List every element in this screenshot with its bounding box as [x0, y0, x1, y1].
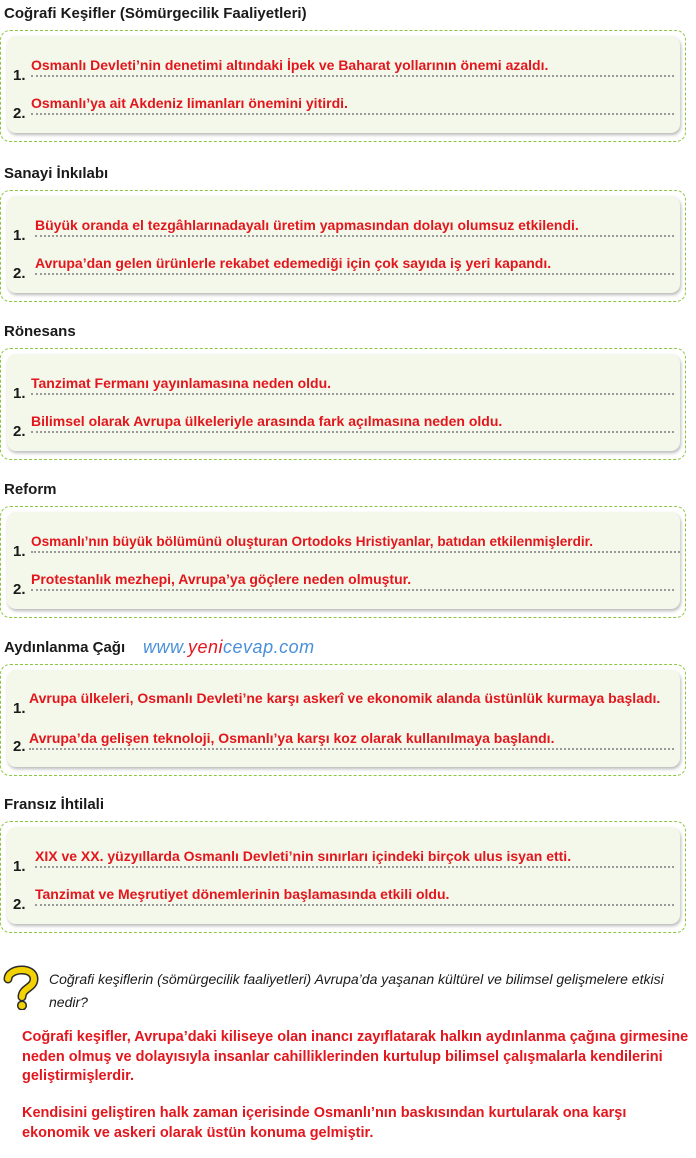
item-number: 2. [13, 265, 26, 282]
item-number: 2. [13, 581, 26, 598]
item-answer: Tanzimat ve Meşrutiyet dönemlerinin başlamasında etkili oldu. [35, 886, 674, 906]
list-item [7, 95, 680, 125]
section-title: Fransız İhtilali [4, 796, 105, 813]
section-box [0, 664, 686, 776]
answer-panel [7, 354, 680, 451]
section-title: Coğrafi Keşifler (Sömürgecilik Faaliyetleri) [4, 5, 307, 22]
list-item [7, 690, 680, 730]
item-number: 1. [13, 227, 26, 244]
item-answer: Osmanlı’ya ait Akdeniz limanları önemini yitirdi. [31, 95, 674, 115]
site-watermark: www.yenicevap.com [143, 637, 315, 657]
answer-panel [7, 670, 680, 767]
list-item [7, 255, 680, 285]
list-item [7, 413, 680, 443]
item-answer: Bilimsel olarak Avrupa ülkeleriyle arasında fark açılmasına neden oldu. [31, 413, 674, 433]
item-answer: Tanzimat Fermanı yayınlamasına neden oldu. [31, 375, 674, 395]
answer-paragraph: Kendisini geliştiren halk zaman içerisinde Osmanlı’nın baskısından kurtularak ona karşı ekonomik ve askeri olarak üstün konuma gelmiştir. [22, 1105, 627, 1141]
item-number: 2. [13, 105, 26, 122]
section-box [0, 821, 686, 933]
section-title: Reform [4, 481, 57, 498]
section-title: Rönesans [4, 323, 76, 340]
item-number: 2. [13, 423, 26, 440]
answer-panel [7, 36, 680, 133]
section-box [0, 348, 686, 460]
item-answer: Avrupa’da gelişen teknoloji, Osmanlı’ya karşı koz olarak kullanılmaya başlandı. [29, 730, 674, 750]
item-answer: Osmanlı’nın büyük bölümünü oluşturan Ortodoks Hristiyanlar, batıdan etkilenmişlerdir. [31, 533, 680, 553]
list-item [7, 571, 680, 601]
item-answer: Büyük oranda el tezgâhlarınadayalı üretim yapmasından dolayı olumsuz etkilendi. [35, 217, 674, 237]
item-number: 1. [13, 858, 26, 875]
item-answer: Osmanlı Devleti’nin denetimi altındaki İpek ve Baharat yollarının önemi azaldı. [31, 57, 674, 77]
section-title: Aydınlanma Çağı [4, 639, 126, 656]
answer-paragraph: Coğrafi keşifler, Avrupa’daki kiliseye olan inancı zayıflatarak halkın aydınlanma çağına girmesine neden olmuş ve dolayısıyla insanlar cahilliklerinden kurtulup bilimsel çalışmalarla kendilerini geliştirmişlerdir. [22, 1029, 689, 1084]
list-item [7, 375, 680, 405]
list-item [7, 730, 680, 760]
answer-panel [7, 827, 680, 924]
list-item [7, 848, 680, 878]
answer-panel [7, 512, 680, 609]
item-number: 2. [13, 738, 26, 755]
item-answer: Avrupa ülkeleri, Osmanlı Devleti’ne karşı askerî ve ekonomik alanda üstünlük kurmaya başladı. [29, 690, 661, 706]
item-number: 1. [13, 700, 26, 717]
item-answer: XIX ve XX. yüzyıllarda Osmanlı Devleti’nin sınırları içindeki birçok ulus isyan etti. [35, 848, 674, 868]
item-number: 1. [13, 385, 26, 402]
item-number: 1. [13, 543, 26, 560]
section-box [0, 190, 686, 302]
item-number: 2. [13, 896, 26, 913]
section-box [0, 30, 686, 142]
item-number: 1. [13, 67, 26, 84]
section-box [0, 506, 686, 618]
list-item [7, 57, 680, 87]
item-answer: Avrupa’dan gelen ürünlerle rekabet edemediği için çok sayıda iş yeri kapandı. [35, 255, 674, 275]
question-mark-icon [1, 964, 41, 1010]
list-item [7, 533, 680, 563]
section-title: Sanayi İnkılabı [4, 165, 109, 182]
answer-panel [7, 196, 680, 293]
list-item [7, 217, 680, 247]
list-item [7, 886, 680, 916]
item-answer: Protestanlık mezhepi, Avrupa’ya göçlere neden olmuştur. [31, 571, 674, 591]
question-text: Coğrafi keşiflerin (sömürgecilik faaliyetleri) Avrupa’da yaşanan kültürel ve bilimsel gelişmelere etkisi nedir? [49, 971, 664, 1010]
